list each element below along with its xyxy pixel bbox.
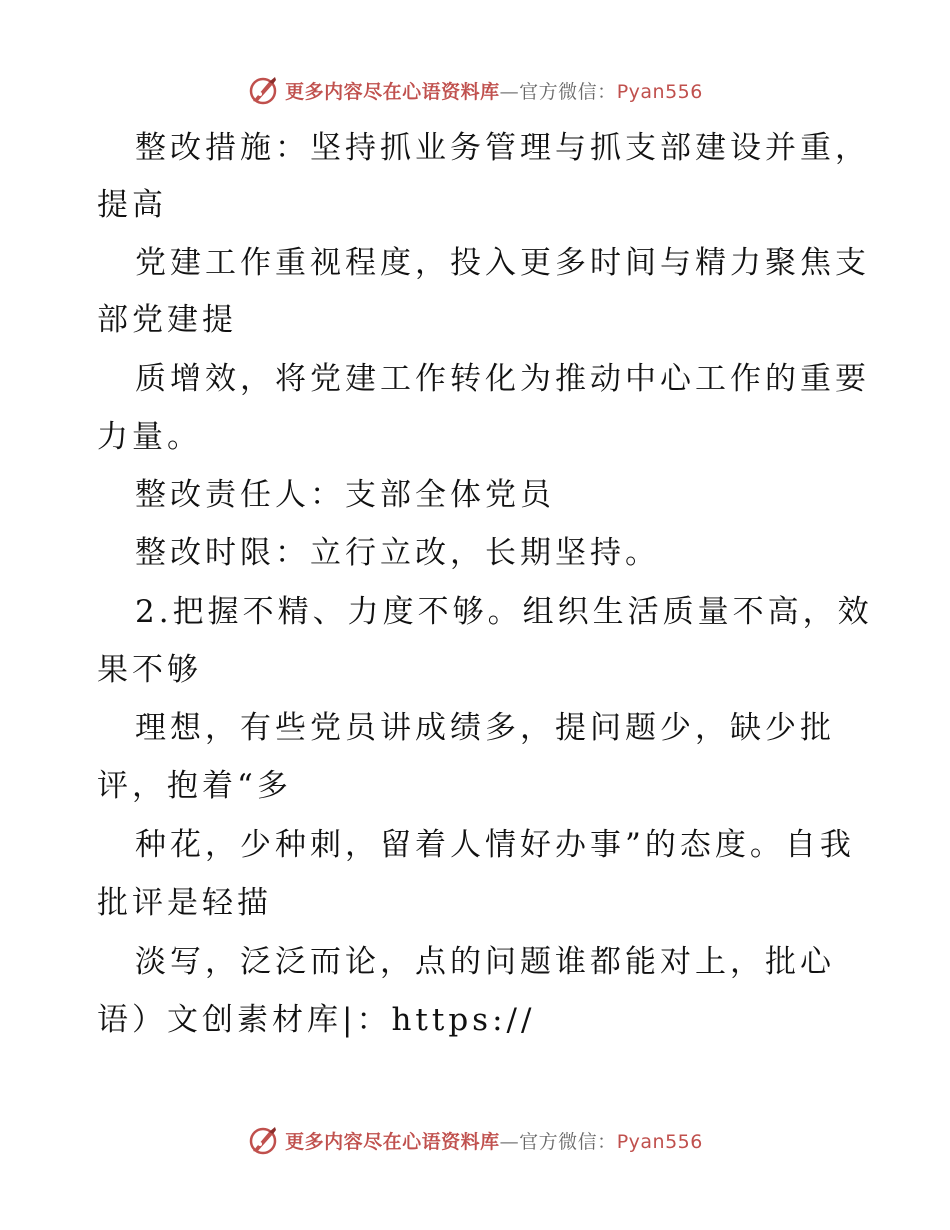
watermark-main: 更多内容尽在心语资料库 xyxy=(285,80,500,103)
body-line: 批评是轻描 xyxy=(97,885,272,921)
quill-pen-logo-icon xyxy=(247,74,279,106)
body-line: 整改措施：坚持抓业务管理与抓支部建设并重， xyxy=(135,130,870,166)
watermark-main: 更多内容尽在心语资料库 xyxy=(285,1130,500,1153)
watermark-dash: — xyxy=(499,80,520,103)
body-line: 理想，有些党员讲成绩多，提问题少，缺少批 xyxy=(135,710,835,746)
body-line: 整改责任人：支部全体党员 xyxy=(135,477,555,513)
body-line: 质增效，将党建工作转化为推动中心工作的重要 xyxy=(135,361,870,397)
footer-watermark xyxy=(0,1120,950,1160)
body-line: 党建工作重视程度，投入更多时间与精力聚焦支 xyxy=(135,245,870,281)
body-line: 淡写，泛泛而论，点的问题谁都能对上，批心 xyxy=(135,944,835,980)
header-watermark xyxy=(0,70,950,110)
body-line: 力量。 xyxy=(97,419,202,455)
body-line: 语）文创素材库|：https:// xyxy=(97,1002,536,1038)
watermark-dash: — xyxy=(499,1130,520,1153)
body-line: 2.把握不精、力度不够。组织生活质量不高，效 xyxy=(135,594,873,630)
watermark-wechat-label: 官方微信： xyxy=(519,80,617,103)
body-line: 部党建提 xyxy=(97,302,237,338)
body-line: 整改时限：立行立改，长期坚持。 xyxy=(135,535,660,571)
watermark-wechat-id: Pyan556 xyxy=(616,1130,703,1153)
body-line: 提高 xyxy=(97,187,167,223)
quill-pen-logo-icon xyxy=(247,1124,279,1156)
watermark-text xyxy=(285,77,703,104)
body-line: 种花，少种刺，留着人情好办事”的态度。自我 xyxy=(135,827,855,863)
watermark-wechat-id: Pyan556 xyxy=(616,80,703,103)
watermark-text xyxy=(285,1127,703,1154)
body-line: 果不够 xyxy=(97,652,202,688)
body-line: 评，抱着“多 xyxy=(97,768,292,804)
watermark-wechat-label: 官方微信： xyxy=(519,1130,617,1153)
